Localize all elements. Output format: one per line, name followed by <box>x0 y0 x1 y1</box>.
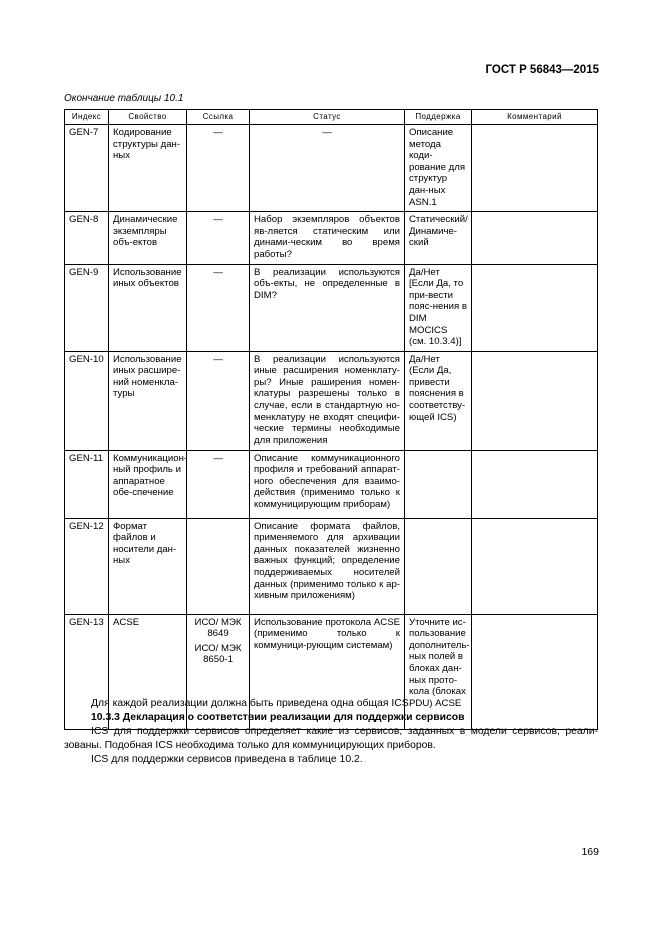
reference-cell <box>187 212 250 264</box>
header-status: Статус <box>250 110 405 125</box>
support-cell: Уточните ис-пользование дополнитель-ных полей в блоках дан-ных прото-кола (блоках PDU) ACSE <box>405 614 472 729</box>
table-row <box>65 125 598 212</box>
reference-text: ИСО/ МЭК 8650-1 <box>194 642 242 666</box>
table-header-row <box>65 110 598 125</box>
reference-text: — <box>213 353 223 365</box>
index-cell: GEN-9 <box>65 264 109 351</box>
status-cell: — <box>250 125 405 212</box>
reference-text: — <box>213 127 223 138</box>
ics-table <box>64 109 598 730</box>
reference-cell <box>187 125 250 212</box>
property-cell: Кодирование структуры дан-ных <box>109 125 187 212</box>
reference-cell <box>187 518 250 614</box>
comment-cell <box>472 212 598 264</box>
support-cell: Описание метода коди-рование для структур дан-ных ASN.1 <box>405 125 472 212</box>
table-row <box>65 212 598 264</box>
index-cell: GEN-13 <box>65 614 109 729</box>
status-cell: Описание коммуникационного профиля и требований аппарат-ного обеспечения для взаимо-действия (применимо только к коммуницирующим приборам) <box>250 450 405 518</box>
property-cell: Использование иных объектов <box>109 264 187 351</box>
support-cell: Да/Нет (Если Да, привести пояснения в соответству-ющей ICS) <box>405 351 472 450</box>
index-cell: GEN-11 <box>65 450 109 518</box>
reference-text: — <box>213 266 223 278</box>
table-row <box>65 518 598 614</box>
status-cell: Описание формата файлов, применяемого для архивации данных показателей жизненно важных функций; определение поддерживаемых носителей данных (применимо только к ар-хивным приложениям) <box>250 518 405 614</box>
header-index: Индекс <box>65 110 109 125</box>
section-heading <box>64 711 598 725</box>
comment-cell <box>472 518 598 614</box>
status-cell: Набор экземпляров объектов яв-ляется статическим или динами-ческим во время работы? <box>250 212 405 264</box>
status-cell: Использование протокола ACSE (применимо только к коммуници-рующим системам) <box>250 614 405 729</box>
header-comment: Комментарий <box>472 110 598 125</box>
reference-text: ИСО/ МЭК 8649 <box>194 616 242 640</box>
reference-text: — <box>213 452 223 464</box>
index-cell: GEN-7 <box>65 125 109 212</box>
paragraph-single-ics: Для каждой реализации должна быть приведена одна общая ICS. <box>91 698 412 709</box>
table-row <box>65 264 598 351</box>
property-cell: Формат файлов и носители дан-ных <box>109 518 187 614</box>
index-cell: GEN-10 <box>65 351 109 450</box>
status-cell: В реализации используются объ-екты, не определенные в DIM? <box>250 264 405 351</box>
property-cell: Динамические экземпляры объ-ектов <box>109 212 187 264</box>
reference-cell <box>187 450 250 518</box>
table-row <box>65 450 598 518</box>
reference-text: — <box>213 214 223 226</box>
comment-cell <box>472 450 598 518</box>
support-cell: Статический/ Динамиче-ский <box>405 212 472 264</box>
index-cell: GEN-12 <box>65 518 109 614</box>
index-cell: GEN-8 <box>65 212 109 264</box>
property-cell: Использование иных расшире-ний номенкла-туры <box>109 351 187 450</box>
standard-number: ГОСТ Р 56843—2015 <box>485 64 599 76</box>
reference-cell <box>187 264 250 351</box>
status-cell: В реализации используются иные расширения номенклату-ры? Иные раширения номен-клатуры разрешены только в случае, если в стандартную но-менклатуру не входят специфи-ческие термины необходимые для приложения <box>250 351 405 450</box>
reference-cell <box>187 351 250 450</box>
support-cell <box>405 518 472 614</box>
property-cell: ACSE <box>109 614 187 729</box>
comment-cell <box>472 264 598 351</box>
paragraph-table-ref: ICS для поддержки сервисов приведена в таблице 10.2. <box>91 754 363 765</box>
support-cell: Да/Нет [Если Да, то при-вести пояс-нения в DIM MOCICS (см. 10.3.4)] <box>405 264 472 351</box>
header-reference: Ссылка <box>187 110 250 125</box>
table-caption: Окончание таблицы 10.1 <box>64 93 184 104</box>
header-support: Поддержка <box>405 110 472 125</box>
table-row <box>65 351 598 450</box>
comment-cell <box>472 125 598 212</box>
section-heading-text: 10.3.3 Декларация о соответствии реализации для поддержки сервисов <box>91 712 465 723</box>
support-cell <box>405 450 472 518</box>
paragraph-service-ics: ICS для поддержки сервисов определяет какие из сервисов, заданных в модели сервисов, реали-зованы. Подобная ICS необходима только для коммуницирующих приборов. <box>64 726 598 751</box>
header-property: Свойство <box>109 110 187 125</box>
property-cell: Коммуникацион-ный профиль и аппаратное обе-спечение <box>109 450 187 518</box>
comment-cell <box>472 351 598 450</box>
page-number: 169 <box>581 846 599 858</box>
